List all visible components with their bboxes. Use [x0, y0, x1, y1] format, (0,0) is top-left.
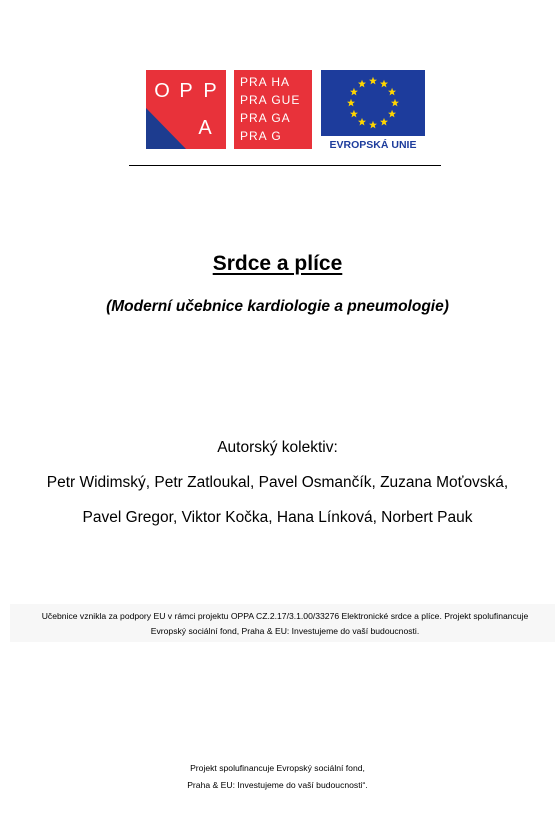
support-notice — [20, 609, 550, 639]
footer-line-1: Projekt spolufinancuje Evropský sociální fond, — [190, 763, 365, 773]
document-subtitle: (Moderní učebnice kardiologie a pneumologie) — [106, 298, 449, 315]
document-title: Srdce a plíce — [212, 252, 343, 275]
praha-line-3: PRA GA — [240, 111, 291, 125]
oppa-letter-o: O — [154, 80, 170, 102]
praha-line-1: PRA HA — [240, 75, 291, 89]
header-rule — [129, 165, 441, 166]
authors-line-1: Petr Widimský, Petr Zatloukal, Pavel Osmančík, Zuzana Moťovská, — [46, 474, 509, 491]
authors-line-2: Pavel Gregor, Viktor Kočka, Hana Línková, Norbert Pauk — [82, 509, 473, 526]
praha-line-4: PRA G — [240, 129, 282, 143]
eu-label: EVROPSKÁ UNIE — [329, 139, 417, 150]
oppa-letter-p2: P — [203, 80, 217, 102]
praha-logo — [234, 70, 312, 149]
support-line-2: Evropský sociální fond, Praha & EU: Investujeme do vaší budoucnosti. — [150, 626, 420, 636]
eu-logo — [321, 70, 425, 150]
footer-notice — [0, 760, 555, 794]
authors-label: Autorský kolektiv: — [217, 439, 338, 456]
oppa-letter-p1: P — [179, 80, 193, 102]
footer-line-2: Praha & EU: Investujeme do vaší budoucnosti“. — [187, 780, 368, 790]
support-line-1: Učebnice vznikla za podpory EU v rámci projektu OPPA CZ.2.17/3.1.00/33276 Elektronické srdce a plíce. Projekt spolufinancuje — [41, 611, 529, 621]
oppa-logo — [146, 70, 226, 149]
oppa-letter-a: A — [198, 117, 212, 139]
praha-line-2: PRA GUE — [240, 93, 301, 107]
